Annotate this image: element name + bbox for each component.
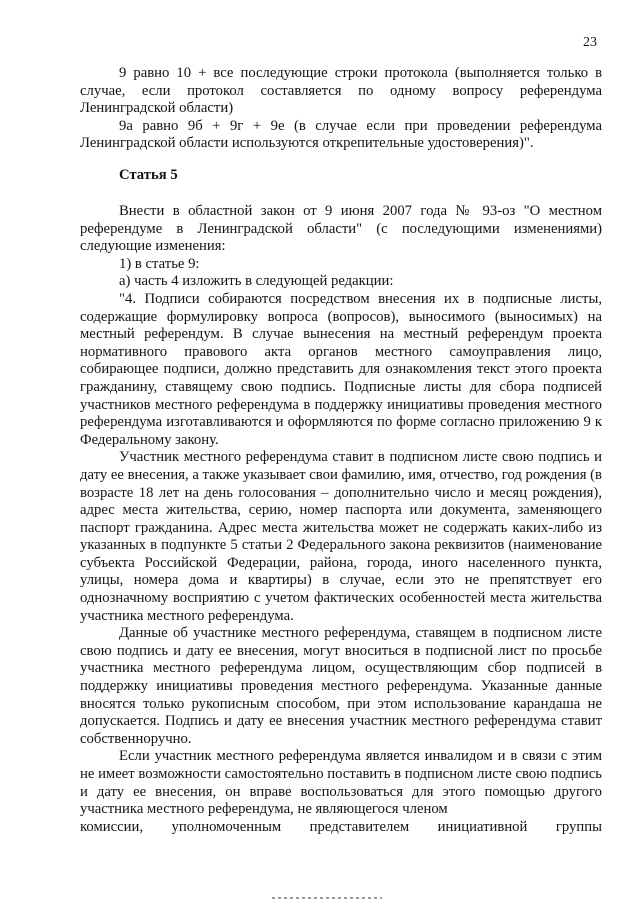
paragraph-part-4: "4. Подписи собираются посредством внесения их в подписные листы, содержащие формулировку вопроса (вопросов), выносимого (выносимых) на местный референдум. В случае вынесения на местный референдум проекта нормативного правового акта органов местного самоуправления лицо, собирающее подписи, должно представить для ознакомления текст этого проекта гражданину, ставящему свою подпись. Подписные листы для сбора подписей участников местного референдума в поддержку инициативы проведения местного референдума изготавливаются и оформляются по форме согласно приложению 9 к Федеральному закону.	[80, 290, 602, 448]
last-line-word: комиссии,	[80, 818, 144, 835]
intro-text	[80, 65, 602, 153]
scan-edge-mark	[272, 897, 382, 899]
paragraph-participant-signature: Участник местного референдума ставит в подписном листе свою подпись и дату ее внесения, а также указывает свои фамилию, имя, отчество, год рождения (в возрасте 18 лет на день голосования – дополнительно число и месяц рождения), адрес места жительства, серию, номер паспорта или документа, заменяющего паспорт гражданина. Адрес места жительства может не содержать каких-либо из указанных в подпункте 5 статьи 2 Федерального закона реквизитов (наименование субъекта Российской Федерации, района, города, иного населенного пункта, улицы, номера дома и квартиры) в случае, если это не препятствует его однозначному восприятию с учетом фактических особенностей места жительства участника местного референдума.	[80, 449, 602, 624]
paragraph-item-1: 1) в статье 9:	[119, 255, 200, 272]
last-line-word: инициативной	[437, 818, 528, 835]
paragraph-line-9: 9 равно 10 + все последующие строки протокола (выполняется только в случае, если протокол составляется по одному вопросу референдума Ленинградской области)	[80, 65, 602, 117]
paragraph-last-line	[80, 819, 602, 837]
page-number: 23	[583, 35, 597, 50]
last-line-word: представителем	[309, 818, 410, 835]
article-body	[80, 203, 602, 836]
paragraph-item-a: а) часть 4 изложить в следующей редакции:	[119, 273, 394, 290]
paragraph-disabled-participant: Если участник местного референдума является инвалидом и в связи с этим не имеет возможности самостоятельно поставить в подписном листе свою подпись и дату ее внесения, он вправе воспользоваться для этого помощью другого участника местного референдума, не являющегося членом	[80, 748, 602, 818]
article-heading: Статья 5	[119, 167, 178, 183]
paragraph-amend-intro: Внести в областной закон от 9 июня 2007 года № 93-оз "О местном референдуме в Ленинградской области" (с последующими изменениями) следующие изменения:	[80, 203, 602, 255]
last-line-word: группы	[555, 818, 602, 835]
last-line-word: уполномоченным	[171, 818, 282, 835]
paragraph-participant-data: Данные об участнике местного референдума, ставящем в подписном листе свою подпись и дату ее внесения, могут вноситься в подписной лист по просьбе участника местного референдума лицом, осуществляющим сбор подписей в поддержку инициативы проведения местного референдума. Указанные данные вносятся только рукописным способом, при этом использование карандаша не допускается. Подпись и дату ее внесения участник местного референдума ставит собственноручно.	[80, 625, 602, 747]
paragraph-line-9a: 9а равно 9б + 9г + 9е (в случае если при проведении референдума Ленинградской области используются открепительные удостоверения)".	[80, 117, 602, 152]
